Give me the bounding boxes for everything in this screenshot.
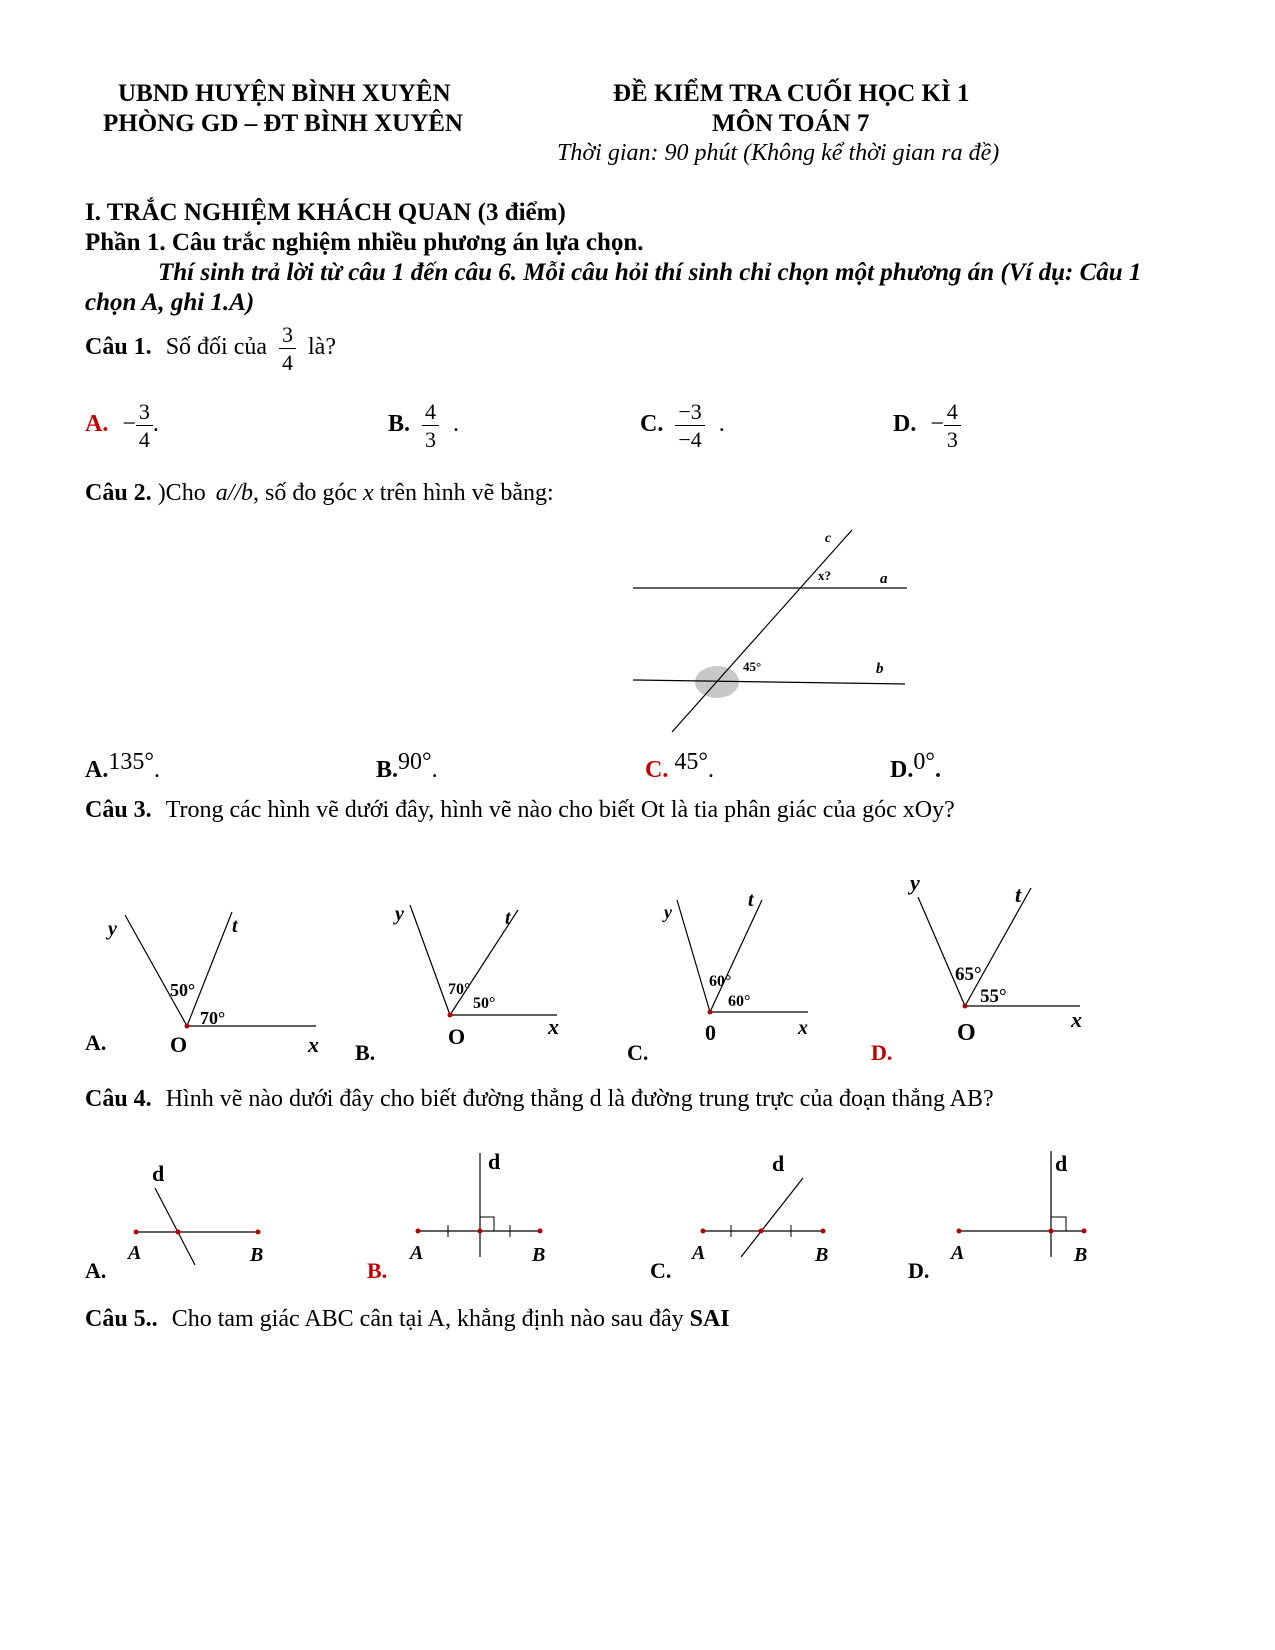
vertex-point: [448, 1013, 453, 1018]
label-b: B: [250, 1244, 264, 1266]
point-b: [538, 1229, 543, 1234]
label-b: B: [532, 1244, 546, 1266]
label-d: d: [488, 1149, 501, 1174]
option-tail: .: [718, 411, 725, 438]
option-fraction: [136, 400, 153, 451]
fraction-denominator: 4: [282, 350, 294, 376]
q3-figure-d[interactable]: [866, 862, 1106, 1070]
label-o: O: [957, 1020, 976, 1046]
label-t: t: [505, 907, 511, 929]
question-text-middle: , số đo góc: [253, 480, 358, 506]
option-fraction: [675, 400, 704, 451]
question-2: [85, 480, 554, 507]
exam-subject: MÔN TOÁN 7: [712, 110, 870, 137]
label-t: t: [748, 889, 754, 911]
option-letter: B.: [388, 411, 411, 438]
label-b: b: [876, 661, 884, 677]
fraction-denominator: 4: [138, 427, 150, 453]
label-t: t: [232, 915, 238, 937]
angle-2: 55°: [980, 986, 1007, 1007]
label-x: x: [1071, 1007, 1082, 1032]
q2-option-d[interactable]: [890, 749, 941, 784]
option-fraction: [944, 400, 961, 451]
question-label: Câu 2.: [85, 480, 152, 506]
q2-option-a[interactable]: [85, 749, 160, 784]
label-t: t: [1015, 882, 1022, 907]
instruction-line-1: Thí sinh trả lời từ câu 1 đến câu 6. Mỗi câu hỏi thí sinh chỉ chọn một phương án (Ví dụ: Câu 1: [158, 259, 1142, 286]
label-y: y: [910, 870, 920, 895]
option-letter: C.: [645, 757, 669, 783]
option-fraction: [422, 400, 439, 451]
option-letter: B.: [355, 1040, 376, 1065]
fraction-numerator: −3: [675, 400, 704, 426]
q4-figure-d[interactable]: [906, 1145, 1126, 1290]
math-b: b: [241, 480, 254, 506]
right-angle-mark: [1051, 1217, 1066, 1231]
label-x: x?: [818, 568, 831, 583]
label-a: A: [410, 1242, 424, 1264]
label-d: d: [772, 1151, 785, 1176]
option-letter: B.: [376, 757, 399, 783]
label-a: A: [692, 1242, 706, 1264]
q4-figure-b[interactable]: [362, 1145, 592, 1290]
question-1: [85, 323, 336, 374]
option-value: 45°: [674, 749, 708, 775]
label-x: x: [548, 1014, 559, 1039]
question-label: Câu 5..: [85, 1306, 158, 1332]
math-x: x: [363, 480, 374, 506]
point-a: [957, 1229, 962, 1234]
option-letter: D.: [893, 411, 917, 438]
q4-figure-a[interactable]: [80, 1150, 320, 1290]
label-b: B: [1074, 1244, 1088, 1266]
point-b: [821, 1229, 826, 1234]
q1-option-b[interactable]: [388, 400, 459, 451]
option-letter: B.: [367, 1258, 388, 1283]
question-emphasis: SAI: [689, 1306, 730, 1332]
q3-figure-a[interactable]: [80, 900, 340, 1070]
option-tail: .: [453, 411, 460, 438]
q2-option-c[interactable]: [645, 749, 714, 784]
vertex-point: [185, 1024, 190, 1029]
section-title: I. TRẮC NGHIỆM KHÁCH QUAN (3 điểm): [85, 199, 566, 226]
label-o: 0: [705, 1020, 716, 1045]
label-y: y: [664, 902, 672, 922]
label-angle: 45°: [743, 659, 762, 674]
question-5: [85, 1306, 730, 1333]
fraction-denominator: −4: [678, 427, 702, 453]
question-label: Câu 4.: [85, 1086, 152, 1112]
label-d: d: [152, 1161, 165, 1186]
math-parallel: //: [227, 480, 242, 506]
right-angle-mark: [480, 1217, 494, 1231]
question-text: Số đối của: [165, 334, 268, 361]
fraction-denominator: 3: [946, 427, 958, 453]
point-a: [701, 1229, 706, 1234]
point-b: [256, 1230, 261, 1235]
question-4: [85, 1086, 994, 1113]
option-letter: C.: [650, 1258, 672, 1283]
fraction-numerator: 4: [422, 400, 439, 426]
label-a: A: [128, 1242, 142, 1264]
question-text: Cho tam giác ABC cân tại A, khẳng định nào sau đây: [171, 1306, 684, 1332]
option-tail: .: [431, 757, 438, 783]
label-o: O: [170, 1032, 188, 1057]
label-y: y: [395, 903, 404, 925]
line-b: [633, 680, 905, 684]
angle-2: 60°: [728, 993, 751, 1010]
vertex-point: [708, 1010, 713, 1015]
option-letter: A.: [85, 1258, 107, 1283]
q1-option-d[interactable]: [893, 400, 961, 451]
option-value: 90°: [398, 749, 432, 775]
transversal-c: [672, 530, 852, 732]
option-letter: C.: [640, 411, 664, 438]
option-letter: A.: [85, 411, 109, 438]
label-d: d: [1055, 1151, 1068, 1176]
vertex-point: [963, 1004, 968, 1009]
label-a: a: [880, 571, 888, 587]
option-tail: .: [153, 757, 160, 783]
q2-option-b[interactable]: [376, 749, 438, 784]
fraction-numerator: 3: [136, 400, 153, 426]
option-tail: .: [934, 757, 941, 783]
angle-1: 65°: [955, 964, 982, 985]
q3-figure-b[interactable]: [350, 890, 590, 1070]
instruction-line-2: chọn A, ghi 1.A): [85, 289, 255, 316]
option-letter: D.: [871, 1040, 893, 1065]
question-text-end: là?: [308, 334, 336, 361]
point-a: [416, 1229, 421, 1234]
fraction-numerator: 4: [944, 400, 961, 426]
parallel-lines-figure: [620, 520, 920, 740]
q1-option-c[interactable]: [640, 400, 725, 451]
option-letter: A.: [85, 1030, 107, 1055]
q4-figure-c[interactable]: [645, 1145, 865, 1290]
angle-1: 70°: [448, 981, 471, 998]
intersection-point: [759, 1229, 764, 1234]
intersection-point: [1049, 1229, 1054, 1234]
option-letter: A.: [85, 757, 109, 783]
option-value: 135°: [108, 749, 154, 775]
question-label: Câu 1.: [85, 334, 152, 361]
label-a: A: [951, 1242, 965, 1264]
question-text-end: trên hình vẽ bằng:: [379, 480, 554, 506]
school-department: PHÒNG GD – ĐT BÌNH XUYÊN: [103, 110, 463, 137]
label-c: c: [825, 531, 832, 546]
option-sign: −: [930, 411, 944, 438]
question-text: )Cho: [157, 480, 206, 506]
question-text: Trong các hình vẽ dưới đây, hình vẽ nào cho biết Ot là tia phân giác của góc xOy?: [165, 797, 955, 823]
option-letter: D.: [908, 1258, 930, 1283]
fraction-numerator: 3: [279, 323, 296, 349]
angle-2: 70°: [200, 1008, 226, 1028]
question-3: [85, 797, 955, 824]
option-value: 0°: [913, 749, 935, 775]
option-letter: D.: [890, 757, 914, 783]
fraction: [279, 323, 296, 374]
math-a: a: [215, 480, 228, 506]
q1-option-a[interactable]: [85, 400, 159, 451]
part-title: Phần 1. Câu trắc nghiệm nhiều phương án lựa chọn.: [85, 229, 644, 256]
exam-title: ĐỀ KIỂM TRA CUỐI HỌC KÌ 1: [613, 80, 970, 107]
exam-duration: Thời gian: 90 phút (Không kể thời gian ra đề): [557, 140, 1000, 166]
point-b: [1082, 1229, 1087, 1234]
option-tail: .: [152, 411, 159, 438]
question-label: Câu 3.: [85, 797, 152, 823]
intersection-point: [478, 1229, 483, 1234]
school-district: UBND HUYỆN BÌNH XUYÊN: [118, 80, 451, 107]
angle-1: 60°: [709, 973, 732, 990]
option-letter: C.: [627, 1040, 649, 1065]
intersection-point: [176, 1230, 181, 1235]
angle-1: 50°: [170, 980, 196, 1000]
question-text: Hình vẽ nào dưới đây cho biết đường thẳng d là đường trung trực của đoạn thẳng AB?: [165, 1086, 994, 1112]
label-o: O: [448, 1024, 466, 1049]
option-tail: .: [707, 757, 714, 783]
label-x: x: [798, 1017, 808, 1039]
label-y: y: [108, 918, 117, 940]
label-x: x: [308, 1032, 319, 1057]
fraction-denominator: 3: [425, 427, 437, 453]
point-a: [134, 1230, 139, 1235]
option-sign: −: [122, 411, 136, 438]
label-b: B: [815, 1244, 829, 1266]
q3-figure-c[interactable]: [622, 880, 842, 1070]
angle-2: 50°: [473, 995, 496, 1012]
